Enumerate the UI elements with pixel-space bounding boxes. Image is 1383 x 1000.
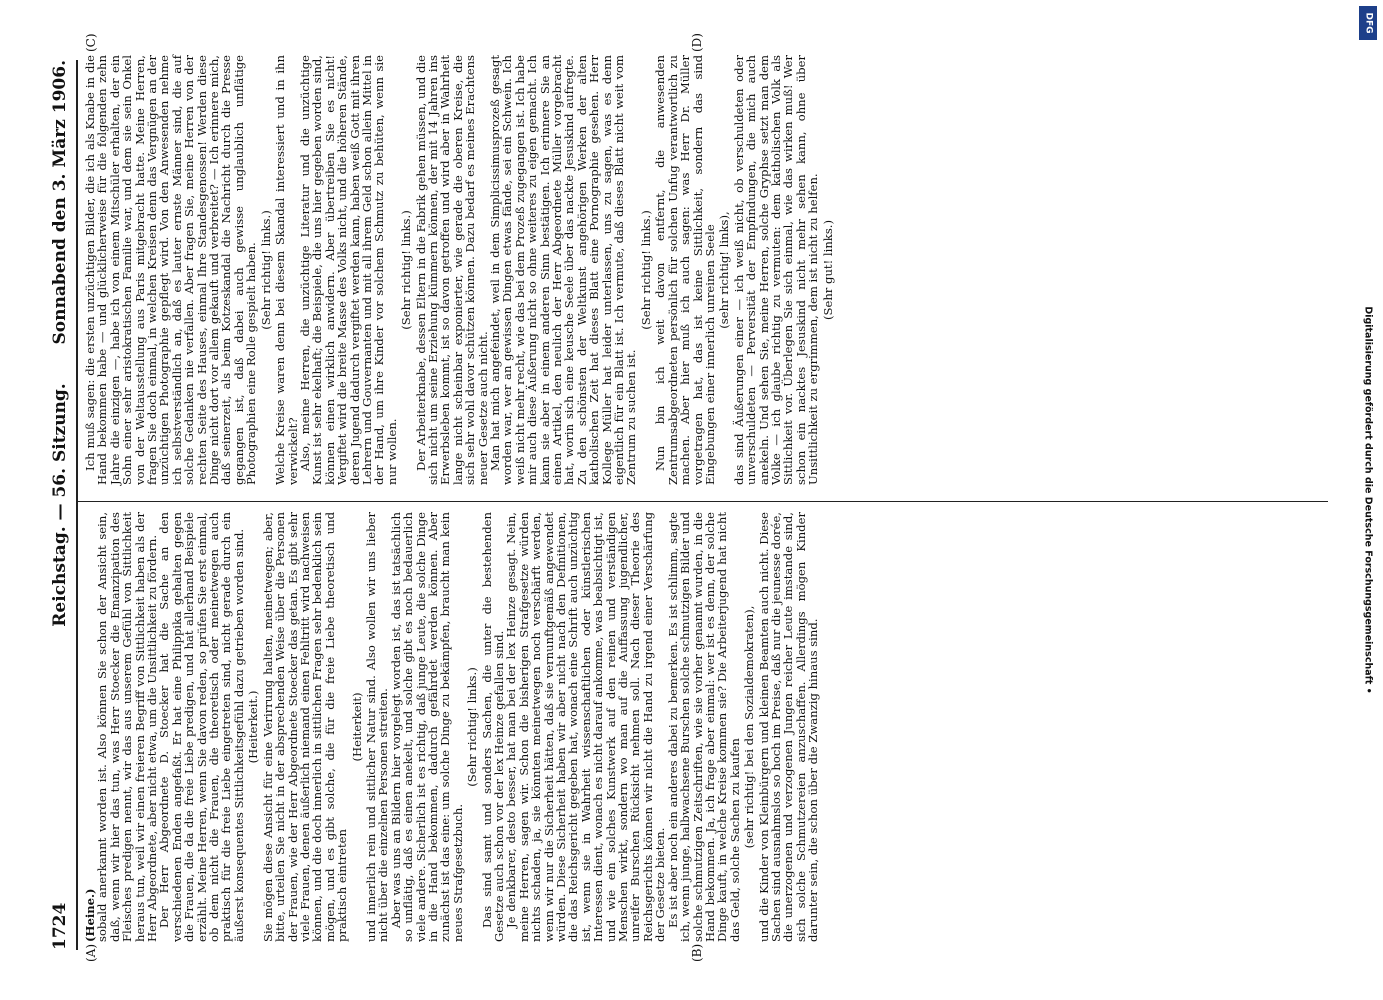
interjection: (Sehr richtig! links.) xyxy=(638,210,653,330)
paragraph: Welche Kreise waren denn bei diesem Skandal interessiert und in ihn verwickelt? xyxy=(273,55,300,485)
column-divider xyxy=(78,501,1328,502)
paragraph: Sie mögen diese Ansicht für eine Verirrung halten, meinetwegen; aber, bitte, urteilen Sie nicht in der absprechenden Weise über die Personen der Frauen, wie der Herr Abgeordnete Stoecker das getan. Es gibt sehr viele Frauen, denen äußerlich niemand einen Fehltritt wird nachweisen können, und die doch innerlich in sittlichen Fragen sehr bedenklich sein mögen, und es gibt solche, die für die freie Liebe theoretisch und praktisch eintreten xyxy=(260,512,350,942)
margin-marker-b: (B) xyxy=(690,943,704,962)
right-column xyxy=(84,55,836,485)
interjection: (Sehr richtig! links.) xyxy=(465,667,480,787)
paragraph: Man hat mich angefeindet, weil in dem Simplicissimusprozeß gesagt worden war, wer an gewissen Dingen etwas fände, sei ein Schwein. Ich weiß nicht mehr recht, wie das bei dem Prozeß zugegangen ist. Ich habe mir auch diese Äußerung nicht so ohne weiteres zu eigen gemacht. Ich kann sie aber in einem anderen Sinn bestätigen. Ich erinnere Sie an einen Artikel, den neulich der Herr Abgeordnete Müller vorgebracht hat, worin sich eine keusche Seele über das nackte Jesuskind aufregte. Zu den schönsten der Weltkunst angehörigen Werken der alten katholischen Zeit hat dieses Blatt eine Pornographie gesehen. Herr Kollege Müller hat leider unterlassen, uns zu sagen, was es denn eigentlich für ein Blatt ist. Ich vermute, daß dieses Blatt nicht weit vom Zentrum zu suchen ist. xyxy=(488,55,639,485)
page-header xyxy=(50,60,72,950)
dfg-logo: DFG xyxy=(1359,6,1377,40)
paragraph: Also, meine Herren, die unzüchtige Literatur und die unzüchtige Kunst ist sehr ekelhaft; die Beispiele, die uns hier gegeben worden sind, können einen wirklich anwidern. Aber übertreiben Sie es nicht! Vergiftet wird die breite Masse des Volks nicht, und die höheren Stände, deren Jugend dadurch vergiftet werden kann, haben weiß Gott mit ihren Lehrern und Gouvernanten und mit all ihrem Geld schon allein Mittel in der Hand, um ihre Kinder vor solchem Schmutz zu behüten, wenn sie nur wollen. xyxy=(297,55,399,485)
margin-marker-d: (D) xyxy=(690,33,704,52)
paragraph: sobald anerkannt worden ist. Also können Sie schon der Ansicht sein, daß, wenn wir hier das tun, was Herr Stoecker die Emanzipation des Fleisches predigen nennt, wir das aus unserem Gefühl von Sittlichkeit heraus tun, weil wir einen freieren Begriff von Sittlichkeit haben als der Herr Abgeordnete, aber nicht etwa, um die Unsittlichkeit zu fördern. xyxy=(95,512,160,942)
paragraph: Aber was uns an Bildern hier vorgelegt worden ist, das ist tatsächlich so unflätig, daß es einen anekelt, und solche gibt es noch bedauerlich viele andere. Sicherlich ist es richtig, daß junge Leute, die solche Dinge in die Hand bekommen, dadurch gefährdet werden können. Aber zunächst ist das eine: um solche Dinge zu bekämpfen, braucht man kein neues Strafgesetzbuch. xyxy=(388,512,465,942)
paragraph: Je denkbarer, desto besser, hat man bei der lex Heinze gesagt. Nein, meine Herren, sagen wir. Schon die bisherigen Strafgesetze würden nichts schaden, ja, sie könnten meinetwegen noch verschärft werden, wenn wir nur die Sicherheit hätten, daß sie vernunftgemäß angewendet würden. Diese Sicherheit haben wir aber nicht nach den Definitionen, die das Reichsgericht gegeben hat, wonach eine Schrift auch unzüchtig ist, wenn sie in Wahrheit wissenschaftlichen oder künstlerischen Interessen dient, wonach es nicht darauf ankomme, was beabsichtigt ist, und wie ein solches Kunstwerk auf den reinen und verständigen Menschen wirkt, sondern wo man auf die Auffassung jugendlicher, unreifer Burschen Rücksicht nehmen soll. Nach dieser Theorie des Reichsgerichts können wir nicht die Hand zu irgend einer Verschärfung der Gesetze bieten. xyxy=(504,512,668,942)
margin-marker-a: (A) xyxy=(84,943,98,962)
interjection: (sehr richtig! bei den Sozialdemokraten), xyxy=(742,605,757,849)
margin-marker-c: (C) xyxy=(84,33,98,52)
paragraph: Ich muß sagen: die ersten unzüchtigen Bilder, die ich als Knabe in die Hand bekommen habe — und glücklicherweise für die folgenden zehn Jahre die einzigen —, habe ich von einem Mitschüler erhalten, der ein Sohn einer sehr aristokratischen Familie war, und dem sie sein Onkel von der Weltausstellung aus Paris mitgebracht hatte. Meine Herren, fragen Sie doch einmal, in welchen Kreisen denn das Vergnügen an der unzüchtigen Photographie gepflegt wird. Von den Anwesenden nehme ich selbstverständlich an, daß es lauter ernste Männer sind, die auf solche Gedanken nie verfallen. Aber fragen Sie, meine Herren von der rechten Seite des Hauses, einmal Ihre Standesgenossen! Werden diese Dinge nicht dort vor allem gekauft und verbreitet? — Ich erinnere mich, daß seinerzeit, als beim Kotzeskandal die Nachricht durch die Presse gegangen ist, daß dabei auch gewisse unglaublich unflätige Photographien eine Rolle gespielt haben. xyxy=(83,55,259,485)
page-number: 1724 xyxy=(50,902,70,950)
paragraph: und innerlich rein und sittlicher Natur sind. Also wollen wir uns lieber nicht über die einzelnen Personen streiten. xyxy=(363,512,391,942)
interjection: (Heiterkeit.) xyxy=(246,690,261,764)
page-title: Reichstag. — 56. Sitzung. xyxy=(50,383,70,627)
interjection: (Heiterkeit) xyxy=(349,692,364,762)
interjection: (Sehr richtig! links.) xyxy=(258,210,273,330)
paragraph: Es ist aber noch ein anderes dabei zu bemerken. Es ist schlimm, sagte ich, wenn junge, halbwachsene Burschen solche schmutzigen Bilder und solche schmutzigen Zeitschriften, wie sie vorher genannt wurden, in die Hand bekommen. Ja, ich frage aber einmal: wer ist es denn, der solche Dinge kauft, in welche Kreise kommen sie? Die Arbeiterjugend hat nicht das Geld, solche Sachen zu kaufen xyxy=(665,512,742,942)
header-rule xyxy=(76,60,78,950)
digitization-credit: Digitalisierung gefördert durch die Deutsche Forschungsgemeinschaft • xyxy=(1362,306,1374,694)
paragraph: Der Herr Abgeordnete D. Stoecker hat die Sache an den verschiedenen Enden angefaßt. Er hat eine Philippika gehalten gegen die Frauen, die da die freie Liebe predigen, und hat allerhand Beispiele erzählt. Meine Herren, wenn Sie davon reden, so prüfen Sie erst einmal, ob dem nicht die Frauen, die theoretisch oder meinetwegen auch praktisch für die freie Liebe eingetreten sind, nicht gerade durch ein äußerst konsequentes Sittlichkeitsgefühl dazu getrieben worden sind. xyxy=(157,512,246,942)
interjection: (sehr richtig! links), xyxy=(717,211,732,329)
paragraph: Nun bin ich weit davon entfernt, die anwesenden Zentrumsabgeordneten persönlich für solchen Unfug verantwortlich zu machen. Aber hier muß ich auch sagen: was Herr Dr. Müller vorgetragen hat, das ist keine Sittlichkeit, sondern das sind Eingebungen einer innerlich unreinen Seele xyxy=(653,55,717,485)
paragraph: und die Kinder von Kleinbürgern und kleinen Beamten auch nicht. Diese Sachen sind ausnahmslos so hoch im Preise, daß nur die jeunesse dorée, die unerzogenen und verzogenen Jungen reicher Leute imstande sind, sich solche Schmutzereien anzuschaffen. Allerdings mögen Kinder darunter sein, die schon über die Zwanzig hinaus sind. xyxy=(756,512,821,942)
session-date: Sonnabend den 3. März 1906. xyxy=(50,60,70,345)
speaker-label: (Heine.) xyxy=(83,888,97,942)
paragraph: Der Arbeiterknabe, dessen Eltern in die Fabrik gehen müssen, und die sich nicht um seine Erziehung kümmern können, der mit 14 Jahren ins Erwerbsleben kommt, ist so davon getroffen und wird aber in Wahrheit lange nicht scheinbar exponierter, wie gerade die oberen Kreise, die sich sehr wohl davor schützen können. Dazu bedarf es meines Erachtens neuer Gesetze auch nicht. xyxy=(413,55,490,485)
digitization-note xyxy=(1353,0,1383,1000)
paragraph: das sind Äußerungen einer — ich weiß nicht, ob verschuldeten oder unverschuldeten — Perversität der Empfindungen, die mich auch anekeln. Und sehen Sie, meine Herren, solche Gryphse setzt man dem Volke — ich glaube richtig zu vermuten: dem katholischen Volk als Sittlichkeit vor. Überlegen Sie sich einmal, wie das wirken muß! Wer schon ein nacktes Jesuskind nicht mehr sehen kann, ohne über Unsittlichkeit zu ergrimmen, dem ist nicht zu helfen. xyxy=(731,55,821,485)
left-column xyxy=(84,512,820,942)
paragraph: Das sind samt und sonders Sachen, die unter die bestehenden Gesetze auch schon vor der lex Heinze gefallen sind. xyxy=(479,512,506,942)
interjection: (Sehr gut! links.) xyxy=(820,220,835,320)
interjection: (Sehr richtig! links.) xyxy=(399,210,414,330)
